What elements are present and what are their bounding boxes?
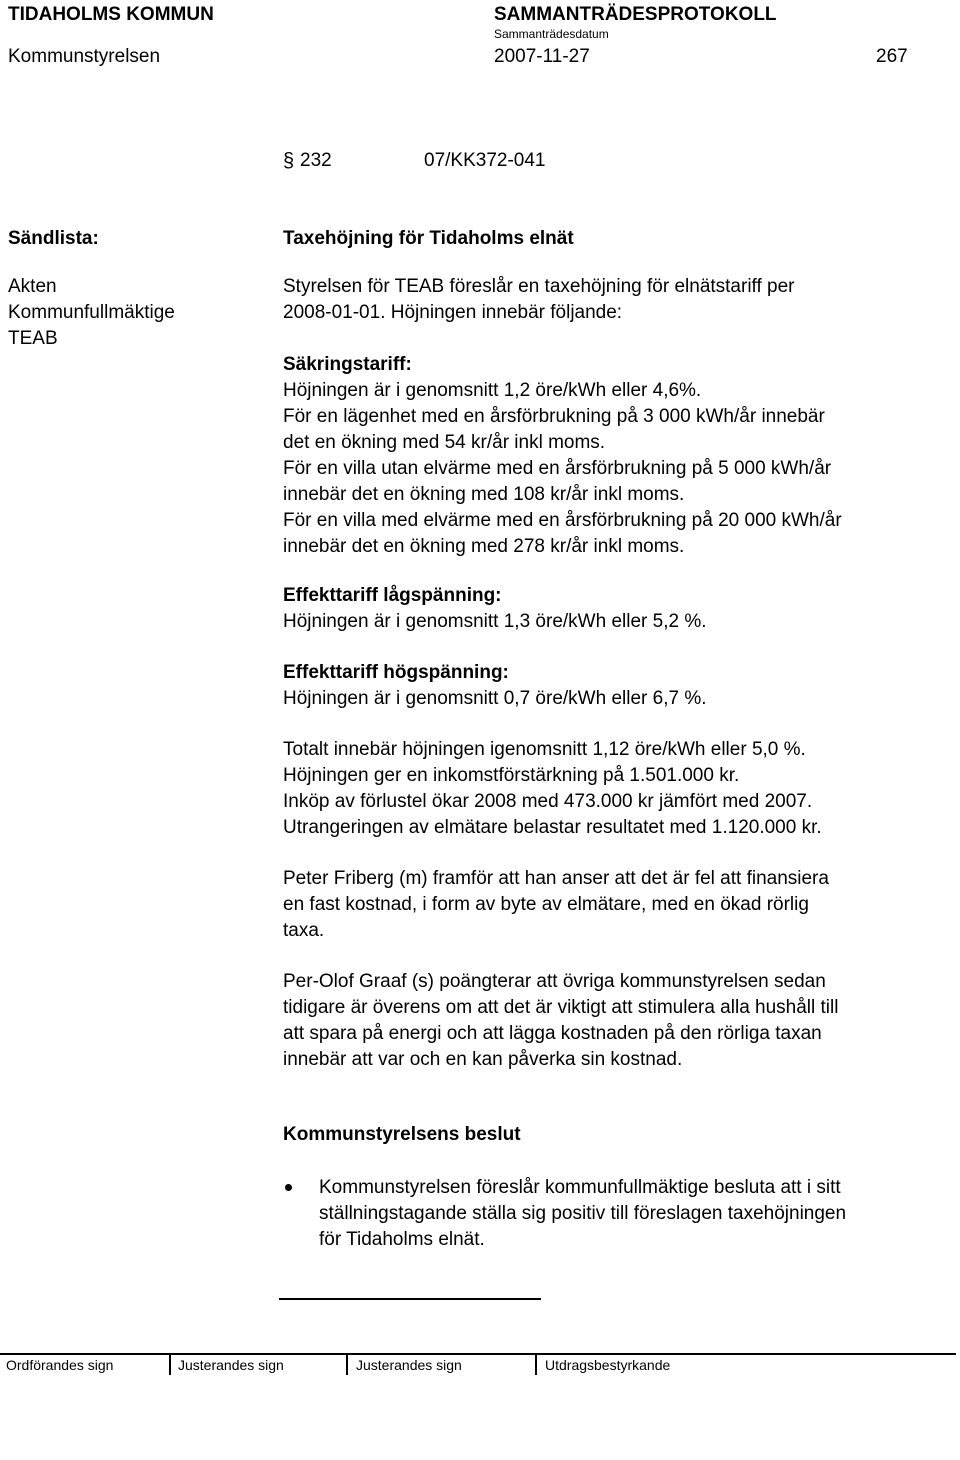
org-name: TIDAHOLMS KOMMUN [8, 4, 214, 25]
friberg-line: en fast kostnad, i form av byte av elmätare, med en ökad rörlig [283, 894, 809, 915]
intro-line: Styrelsen för TEAB föreslår en taxehöjning för elnätstariff per [283, 276, 795, 297]
lagspanning-line: Höjningen är i genomsnitt 1,3 öre/kWh eller 5,2 %. [283, 611, 707, 632]
sakring-heading: Säkringstariff: [283, 354, 412, 375]
intro-line: 2008-01-01. Höjningen innebär följande: [283, 302, 623, 323]
sakring-line: Höjningen är i genomsnitt 1,2 öre/kWh eller 4,6%. [283, 380, 702, 401]
decision-heading: Kommunstyrelsens beslut [283, 1124, 521, 1145]
sakring-line: innebär det en ökning med 108 kr/år inkl moms. [283, 484, 685, 505]
sakring-line: För en villa utan elvärme med en årsförbrukning på 5 000 kWh/år [283, 458, 832, 479]
sendlist-item: Akten [8, 276, 57, 297]
totals-line: Totalt innebär höjningen igenomsnitt 1,12 öre/kWh eller 5,0 %. [283, 739, 806, 760]
case-number: 232 [300, 150, 332, 171]
footer-divider [535, 1353, 537, 1375]
sakring-line: För en villa med elvärme med en årsförbrukning på 20 000 kWh/år [283, 510, 842, 531]
decision-line: ställningstagande ställa sig positiv till föreslagen taxehöjningen [319, 1203, 847, 1224]
sendlist-item: TEAB [8, 328, 58, 349]
friberg-paragraph [283, 866, 943, 944]
hogspanning-heading: Effekttariff högspänning: [283, 662, 509, 683]
footer-label: Ordförandes sign [6, 1357, 114, 1373]
case-reference: 07/KK372-041 [424, 150, 546, 171]
lagspanning-heading: Effekttariff lågspänning: [283, 585, 502, 606]
footer-label: Justerandes sign [356, 1357, 462, 1373]
case-title: Taxehöjning för Tidaholms elnät [283, 228, 574, 249]
totals-line: Utrangeringen av elmätare belastar resultatet med 1.120.000 kr. [283, 817, 822, 838]
hogspanning-section [283, 660, 943, 712]
end-rule [279, 1298, 541, 1300]
meeting-date: 2007-11-27 [494, 46, 590, 67]
bullet-icon [285, 1184, 292, 1191]
footer-divider [169, 1353, 171, 1375]
decision-line: Kommunstyrelsen föreslår kommunfullmäktige besluta att i sitt [319, 1177, 841, 1198]
sakring-line: innebär det en ökning med 278 kr/år inkl moms. [283, 536, 685, 557]
lagspanning-section [283, 583, 943, 635]
sakring-line: det en ökning med 54 kr/år inkl moms. [283, 432, 606, 453]
hogspanning-line: Höjningen är i genomsnitt 0,7 öre/kWh eller 6,7 %. [283, 688, 707, 709]
decision-line: för Tidaholms elnät. [319, 1229, 485, 1250]
friberg-line: Peter Friberg (m) framför att han anser att det är fel att finansiera [283, 868, 829, 889]
document-type: SAMMANTRÄDESPROTOKOLL [494, 4, 777, 25]
footer-label: Utdragsbestyrkande [545, 1357, 671, 1373]
date-label: Sammanträdesdatum [494, 27, 609, 41]
friberg-line: taxa. [283, 920, 325, 941]
page-number: 267 [876, 46, 908, 67]
sendlist-label: Sändlista: [8, 228, 99, 249]
graaf-line: att spara på energi och att lägga kostnaden på den rörliga taxan [283, 1023, 822, 1044]
graaf-line: innebär att var och en kan påverka sin kostnad. [283, 1049, 683, 1070]
intro-paragraph [283, 274, 943, 326]
totals-line: Inköp av förlustel ökar 2008 med 473.000 kr jämfört med 2007. [283, 791, 813, 812]
svg-text:§: § [283, 150, 295, 170]
footer-rule [0, 1353, 956, 1355]
footer-label: Justerandes sign [178, 1357, 284, 1373]
committee-name: Kommunstyrelsen [8, 46, 161, 67]
footer-divider [346, 1353, 348, 1375]
totals-paragraph [283, 737, 943, 841]
paragraph-icon [283, 150, 297, 175]
sakring-section [283, 352, 943, 560]
graaf-line: tidigare är överens om att det är viktigt att stimulera alla hushåll till [283, 997, 839, 1018]
sendlist-item: Kommunfullmäktige [8, 302, 175, 323]
graaf-line: Per-Olof Graaf (s) poängterar att övriga kommunstyrelsen sedan [283, 971, 826, 992]
sakring-line: För en lägenhet med en årsförbrukning på 3 000 kWh/år innebär [283, 406, 825, 427]
graaf-paragraph [283, 969, 943, 1073]
totals-line: Höjningen ger en inkomstförstärkning på 1.501.000 kr. [283, 765, 740, 786]
decision-bullet [319, 1175, 846, 1253]
